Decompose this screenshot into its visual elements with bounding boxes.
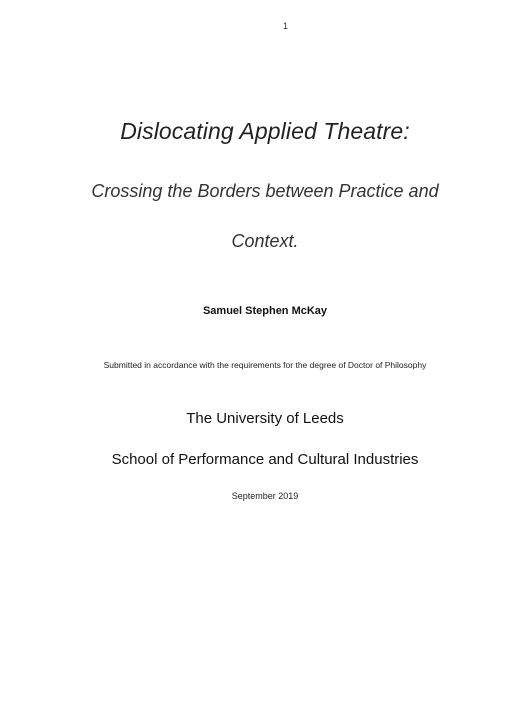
thesis-subtitle-line-1: Crossing the Borders between Practice and	[91, 181, 439, 201]
submission-date: September 2019	[231, 491, 299, 501]
submission-statement: Submitted in accordance with the requirements for the degree of Doctor of Philosophy	[103, 360, 427, 370]
university-name: The University of Leeds	[186, 410, 344, 427]
page-number: 1	[283, 21, 289, 31]
thesis-subtitle-line-2: Context.	[231, 231, 299, 251]
author-name: Samuel Stephen McKay	[202, 305, 328, 317]
thesis-title: Dislocating Applied Theatre:	[120, 118, 410, 144]
school-name: School of Performance and Cultural Industries	[111, 451, 419, 468]
